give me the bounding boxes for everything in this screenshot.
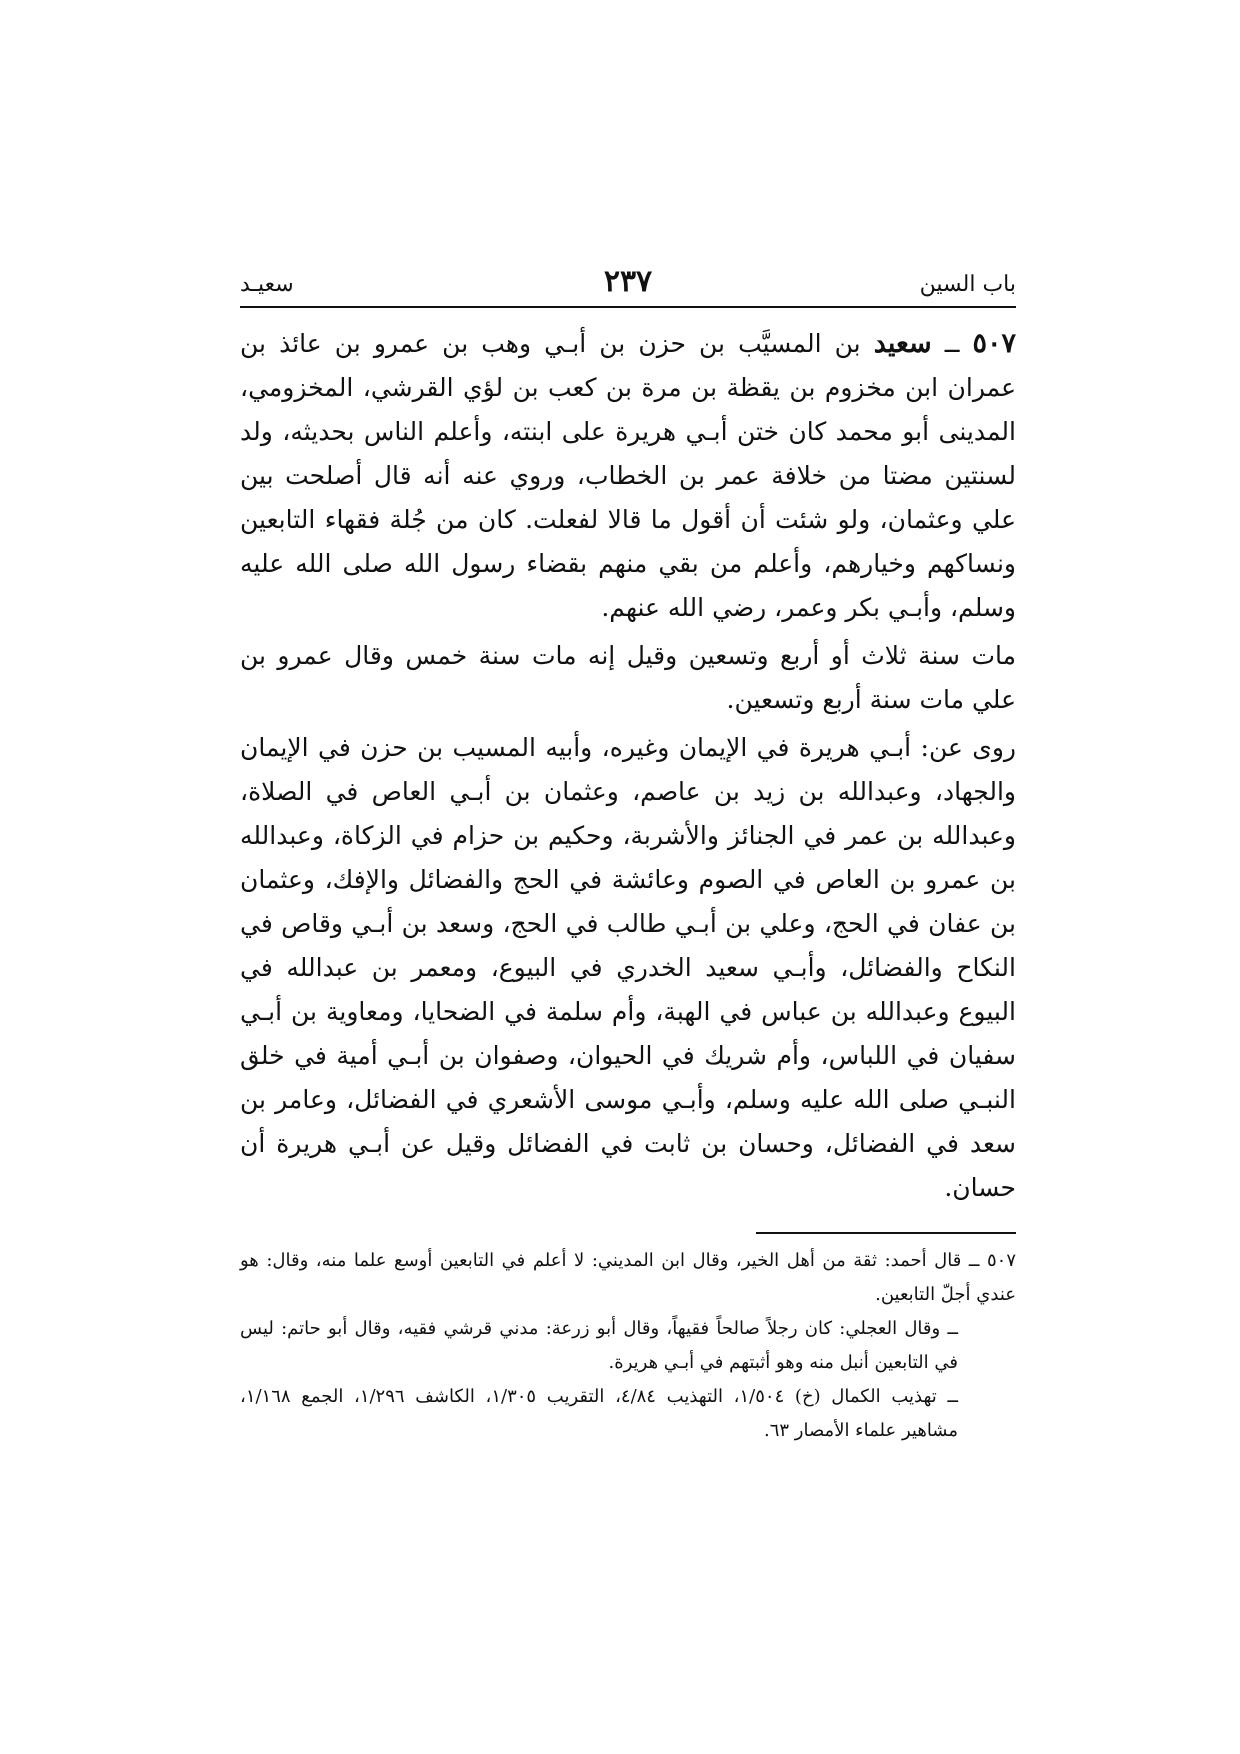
footnote-1: ٥٠٧ ــ قال أحمد: ثقة من أهل الخير، وقال ابن المديني: لا أعلم في التابعين أوسع علما منه، وقال: هو عندي أجلّ التابعين. bbox=[240, 1250, 1016, 1305]
footnote-divider bbox=[756, 1232, 1016, 1234]
running-head bbox=[240, 260, 1016, 308]
entry-intro-text: بن المسيَّب بن حزن بن أبـي وهب بن عمرو بن عائذ بن عمران ابن مخزوم بن يقظة بن مرة بن كعب بن لؤي القرشي، المخزومي، المدينى أبو محمد كان ختن أبـي هريرة على ابنته، وأعلم الناس بحديثه، ولد لسنتين مضتا من خلافة عمر بن الخطاب، وروي عنه أنه قال أصلحت بين علي وعثمان، ولو شئت أن أقول ما قالا لفعلت. كان من جُلة فقهاء التابعين ونساكهم وخيارهم، وأعلم من بقي منهم بقضاء رسول الله صلى الله عليه وسلم، وأبـي بكر وعمر، رضي الله عنهم. bbox=[240, 329, 1016, 622]
death-paragraph: مات سنة ثلاث أو أربع وتسعين وقيل إنه مات سنة خمس وقال عمرو بن علي مات سنة أربع وتسعين. bbox=[240, 641, 1016, 714]
narrated-paragraph: روى عن: أبـي هريرة في الإيمان وغيره، وأبيه المسيب بن حزن في الإيمان والجهاد، وعبدالله بن زيد بن عاصم، وعثمان بن أبـي العاص في الصلاة، وعبدالله بن عمر في الجنائز والأشربة، وحكيم بن حزام في الزكاة، وعبدالله بن عمرو بن العاص في الصوم وعائشة في الحج والفضائل والإفك، وعثمان بن عفان في الحج، وعلي بن أبـي طالب في الحج، وسعد بن أبـي وقاص في النكاح والفضائل، وأبـي سعيد الخدري في البيوع، ومعمر بن عبدالله في البيوع وعبدالله بن عباس في الهبة، وأم سلمة في الضحايا، ومعاوية بن أبـي سفيان في اللباس، وأم شريك في الحيوان، وصفوان بن أبـي أمية في خلق النبـي صلى الله عليه وسلم، وأبـي موسى الأشعري في الفضائل، وعامر بن سعد في الفضائل، وحسان بن ثابت في الفضائل وقيل عن أبـي هريرة أن حسان. bbox=[240, 733, 1016, 1202]
entry-name: سعيد bbox=[873, 328, 932, 359]
book-page bbox=[240, 260, 1016, 1600]
footnote-2: ــ وقال العجلي: كان رجلاً صالحاً فقيهاً، وقال أبو زرعة: مدني قرشي فقيه، وقال أبو حاتم: ليس في التابعين أنبل منه وهو أثبتهم في أبـي هريرة. bbox=[240, 1318, 958, 1373]
main-text bbox=[240, 322, 1016, 1210]
entry-number: ٥٠٧ bbox=[972, 328, 1016, 359]
footnotes bbox=[240, 1244, 1016, 1448]
entry-intro-paragraph bbox=[240, 322, 1016, 630]
footnote-3: ــ تهذيب الكمال (خ) ١/٥٠٤، التهذيب ٤/٨٤، التقريب ١/٣٠٥، الكاشف ١/٢٩٦، الجمع ١/١٦٨، مشاهير علماء الأمصار ٦٣. bbox=[240, 1386, 958, 1441]
chapter-title: باب السين bbox=[919, 272, 1016, 297]
entry-dash: ــ bbox=[931, 329, 960, 358]
catchword: سعيـد bbox=[240, 272, 294, 297]
page-number: ٢٣٧ bbox=[603, 264, 653, 299]
